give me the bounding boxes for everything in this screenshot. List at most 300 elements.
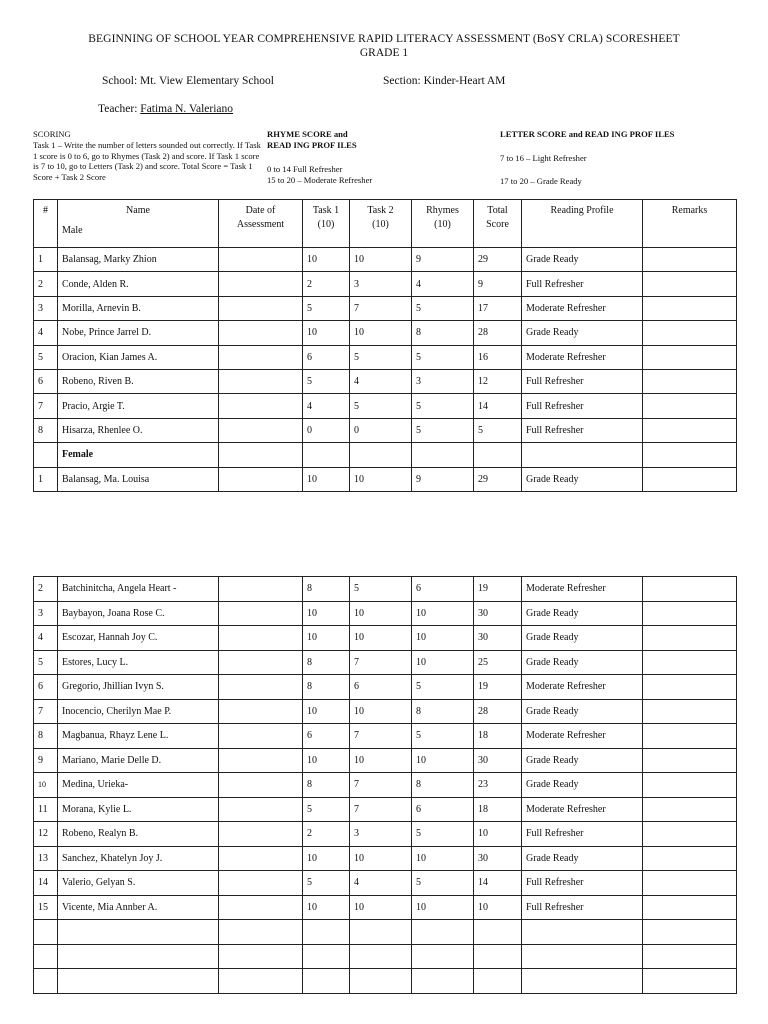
task1-score: 5 [303,871,350,896]
rhymes-score: 8 [412,699,474,724]
reading-profile [522,920,643,945]
task2-score: 10 [350,748,412,773]
task2-score: 4 [350,369,412,393]
table-row [34,650,737,675]
student-name: Morilla, Arnevin B. [58,296,219,320]
total-score: 23 [474,773,522,798]
col-header-text: Rhymes [426,205,459,216]
table-row [34,748,737,773]
date-cell [219,467,303,491]
row-number: 3 [34,296,58,320]
student-name: Escozar, Hannah Joy C. [58,626,219,651]
date-cell [219,944,303,969]
reading-profile [522,944,643,969]
letter-heading: LETTER SCORE and READ ING PROF ILES [500,129,675,139]
student-name [58,969,219,994]
rhymes-score: 10 [412,601,474,626]
reading-profile: Grade Ready [522,601,643,626]
female-section-row [34,443,737,467]
task1-score [303,944,350,969]
task2-score: 3 [350,272,412,296]
remarks-cell [643,699,737,724]
scoring-line: 1 score is 0 to 6, go to Rhymes (Task 2) and score. If Task 1 score [33,150,260,161]
remarks-cell [643,467,737,491]
task1-score: 8 [303,577,350,602]
student-name: Oracion, Kian James A. [58,345,219,369]
task1-score: 8 [303,650,350,675]
remarks-cell [643,577,737,602]
date-cell [219,394,303,418]
rhymes-score: 10 [412,650,474,675]
task2-score: 10 [350,895,412,920]
col-header-text: Score [486,218,509,230]
date-cell [219,577,303,602]
task1-score: 10 [303,321,350,345]
date-cell [219,675,303,700]
task1-score: 5 [303,369,350,393]
col-header-text: (10) [434,218,451,230]
table-cell [522,443,643,467]
date-cell [219,650,303,675]
total-score: 30 [474,846,522,871]
task1-score [303,920,350,945]
remarks-cell [643,272,737,296]
table-row [34,895,737,920]
table-row [34,345,737,369]
reading-profile: Grade Ready [522,321,643,345]
task2-score: 3 [350,822,412,847]
task1-score: 10 [303,748,350,773]
reading-profile: Full Refresher [522,272,643,296]
task1-score: 8 [303,773,350,798]
task1-score: 2 [303,272,350,296]
task1-score: 10 [303,601,350,626]
task2-score: 10 [350,321,412,345]
empty-rows [34,920,737,994]
table-header-row [34,200,737,248]
total-score: 5 [474,418,522,442]
student-name: Hisarza, Rhenlee O. [58,418,219,442]
name-header-text: Name [126,205,150,216]
date-cell [219,773,303,798]
reading-profile: Full Refresher [522,418,643,442]
scoring-instructions [33,129,273,183]
table-row [34,601,737,626]
table-row [34,577,737,602]
reading-profile: Grade Ready [522,626,643,651]
col-header-text: (10) [372,218,389,230]
student-name: Sanchez, Khatelyn Joy J. [58,846,219,871]
total-score: 14 [474,871,522,896]
remarks-cell [643,650,737,675]
student-name: Inocencio, Cherilyn Mae P. [58,699,219,724]
teacher-name: Fatima N. Valeriano [140,103,234,115]
rhymes-score [412,969,474,994]
task1-score: 5 [303,797,350,822]
student-name: Mariano, Marie Delle D. [58,748,219,773]
student-name: Batchinitcha, Angela Heart - [58,577,219,602]
task2-score: 10 [350,467,412,491]
reading-profile: Moderate Refresher [522,724,643,749]
table-row [34,296,737,320]
task1-score: 10 [303,699,350,724]
total-score: 19 [474,577,522,602]
remarks-cell [643,724,737,749]
total-score: 19 [474,675,522,700]
rhymes-score: 5 [412,394,474,418]
total-score: 17 [474,296,522,320]
table-row [34,773,737,798]
reading-profile: Grade Ready [522,699,643,724]
remarks-cell [643,601,737,626]
rhymes-score: 10 [412,846,474,871]
student-name: Baybayon, Joana Rose C. [58,601,219,626]
reading-profile: Moderate Refresher [522,675,643,700]
date-cell [219,920,303,945]
remarks-cell [643,321,737,345]
reading-profile: Moderate Refresher [522,577,643,602]
col-header-text: Task 2 [367,205,394,216]
task1-score: 10 [303,895,350,920]
reading-profile: Moderate Refresher [522,797,643,822]
reading-profile: Moderate Refresher [522,296,643,320]
row-number [34,920,58,945]
reading-profile: Grade Ready [522,467,643,491]
total-score [474,920,522,945]
rhymes-score: 6 [412,577,474,602]
remarks-cell [643,773,737,798]
reading-profile: Grade Ready [522,846,643,871]
table-row [34,846,737,871]
total-score: 30 [474,748,522,773]
reading-profile: Grade Ready [522,650,643,675]
date-cell [219,601,303,626]
table-cell [412,443,474,467]
row-number: 2 [34,272,58,296]
row-number: 11 [34,797,58,822]
col-header-num: # [34,200,58,248]
letter-profile-line: 7 to 16 – Light Refresher [500,153,587,163]
row-number: 13 [34,846,58,871]
row-number: 1 [34,248,58,272]
total-score: 30 [474,626,522,651]
row-number: 12 [34,822,58,847]
col-header-task2 [350,200,412,248]
remarks-cell [643,871,737,896]
scoring-line: is 7 to 10, go to Letters (Task 2) and score. Total Score = Task 1 [33,161,253,172]
row-number [34,944,58,969]
student-name: Robeno, Riven B. [58,369,219,393]
remarks-cell [643,345,737,369]
table-row [34,467,737,491]
task2-score [350,944,412,969]
rhyme-heading-line: READ ING PROF ILES [267,139,357,150]
rhymes-score [412,944,474,969]
rhymes-score: 3 [412,369,474,393]
reading-profile: Full Refresher [522,822,643,847]
reading-profile: Grade Ready [522,748,643,773]
reading-profile: Grade Ready [522,248,643,272]
student-name: Nobe, Prince Jarrel D. [58,321,219,345]
total-score: 18 [474,724,522,749]
date-cell [219,369,303,393]
student-name: Conde, Alden R. [58,272,219,296]
row-number: 6 [34,369,58,393]
row-number: 6 [34,675,58,700]
table-cell [643,443,737,467]
row-number: 8 [34,418,58,442]
rhymes-score: 5 [412,822,474,847]
rhymes-score [412,920,474,945]
task2-score: 10 [350,626,412,651]
female-rows-page2 [34,577,737,920]
rhymes-score: 4 [412,272,474,296]
table-row [34,699,737,724]
teacher-label: Teacher: [98,103,141,115]
task2-score: 5 [350,345,412,369]
task1-score: 10 [303,846,350,871]
table-row [34,969,737,994]
table-row [34,724,737,749]
date-cell [219,846,303,871]
remarks-cell [643,944,737,969]
task2-score: 5 [350,577,412,602]
date-cell [219,626,303,651]
section-label: Section: Kinder-Heart AM [383,75,506,87]
teacher-field [98,103,233,115]
reading-profile [522,969,643,994]
rhymes-score: 9 [412,467,474,491]
reading-profile: Full Refresher [522,369,643,393]
row-number: 8 [34,724,58,749]
date-cell [219,321,303,345]
remarks-cell [643,675,737,700]
total-score: 10 [474,822,522,847]
reading-profile: Full Refresher [522,394,643,418]
task2-score [350,969,412,994]
table-row [34,418,737,442]
rhyme-profile-line: 15 to 20 – Moderate Refresher [267,174,373,185]
table-row [34,626,737,651]
row-number: 10 [34,773,58,798]
col-header-name [58,200,219,248]
total-score: 9 [474,272,522,296]
rhymes-score: 10 [412,626,474,651]
table-cell [34,443,58,467]
total-score: 30 [474,601,522,626]
col-header-total [474,200,522,248]
date-cell [219,724,303,749]
task2-score: 10 [350,248,412,272]
col-header-text: (10) [317,218,335,230]
total-score: 12 [474,369,522,393]
task2-score: 5 [350,394,412,418]
task1-score: 5 [303,296,350,320]
total-score: 28 [474,699,522,724]
task1-score [303,969,350,994]
table-row [34,369,737,393]
school-label: School: Mt. View Elementary School [102,75,274,87]
col-header-text: Date of [245,205,276,216]
total-score: 10 [474,895,522,920]
task1-score: 6 [303,345,350,369]
total-score: 18 [474,797,522,822]
task2-score: 10 [350,846,412,871]
table-row [34,675,737,700]
row-number: 15 [34,895,58,920]
task1-score: 6 [303,724,350,749]
rhymes-score: 8 [412,321,474,345]
rhyme-profiles [267,164,372,186]
remarks-cell [643,846,737,871]
rhymes-score: 8 [412,773,474,798]
rhymes-score: 5 [412,345,474,369]
task2-score: 10 [350,699,412,724]
female-rows-page1 [34,467,737,491]
scoresheet-table-page2 [33,576,737,994]
remarks-cell [643,248,737,272]
remarks-cell [643,822,737,847]
rhymes-score: 10 [412,748,474,773]
rhymes-score: 9 [412,248,474,272]
date-cell [219,699,303,724]
date-cell [219,969,303,994]
student-name: Balansag, Marky Zhion [58,248,219,272]
rhyme-heading [267,129,357,151]
table-row [34,920,737,945]
remarks-cell [643,920,737,945]
total-score: 29 [474,248,522,272]
row-number: 4 [34,626,58,651]
student-name: Estores, Lucy L. [58,650,219,675]
task2-score: 7 [350,797,412,822]
remarks-cell [643,797,737,822]
table-row [34,822,737,847]
rhyme-profile-line: 0 to 14 Full Refresher [267,164,343,174]
col-header-date [219,200,303,248]
task2-score: 7 [350,724,412,749]
scoring-heading: SCORING [33,129,71,139]
task1-score: 2 [303,822,350,847]
rhymes-score: 5 [412,418,474,442]
table-cell [350,443,412,467]
date-cell [219,822,303,847]
row-number: 1 [34,467,58,491]
student-name: Medina, Urieka- [58,773,219,798]
task2-score: 0 [350,418,412,442]
reading-profile: Full Refresher [522,895,643,920]
date-cell [219,418,303,442]
task1-score: 10 [303,248,350,272]
row-number: 7 [34,394,58,418]
row-number: 9 [34,748,58,773]
student-name: Vicente, Mia Annber A. [58,895,219,920]
row-number: 5 [34,650,58,675]
table-cell [219,443,303,467]
rhymes-score: 5 [412,675,474,700]
row-number: 14 [34,871,58,896]
student-name: Robeno, Realyn B. [58,822,219,847]
remarks-cell [643,626,737,651]
remarks-cell [643,369,737,393]
task2-score [350,920,412,945]
reading-profile: Moderate Refresher [522,345,643,369]
table-cell [474,443,522,467]
student-name [58,944,219,969]
task1-score: 10 [303,626,350,651]
male-label: Male [62,224,83,236]
table-cell [303,443,350,467]
date-cell [219,272,303,296]
male-rows [34,248,737,443]
table-row [34,944,737,969]
col-header-remarks: Remarks [643,200,737,248]
row-number [34,969,58,994]
rhymes-score: 5 [412,871,474,896]
col-header-profile: Reading Profile [522,200,643,248]
col-header-text: Task 1 [312,205,340,216]
total-score: 29 [474,467,522,491]
scoring-line: Task 1 – Write the number of letters sounded out correctly. If Task [33,139,261,150]
col-header-task1 [303,200,350,248]
student-name: Morana, Kylie L. [58,797,219,822]
date-cell [219,895,303,920]
task2-score: 10 [350,601,412,626]
rhymes-score: 5 [412,296,474,320]
date-cell [219,748,303,773]
remarks-cell [643,895,737,920]
total-score [474,969,522,994]
total-score [474,944,522,969]
student-name [58,920,219,945]
col-header-rhymes [412,200,474,248]
remarks-cell [643,394,737,418]
female-label: Female [58,443,219,467]
student-name: Pracio, Argie T. [58,394,219,418]
task2-score: 4 [350,871,412,896]
remarks-cell [643,969,737,994]
total-score: 16 [474,345,522,369]
date-cell [219,345,303,369]
col-header-text: Total [487,205,508,216]
reading-profile: Full Refresher [522,871,643,896]
letter-profile-line: 17 to 20 – Grade Ready [500,176,582,186]
row-number: 2 [34,577,58,602]
student-name: Gregorio, Jhillian Ivyn S. [58,675,219,700]
row-number: 3 [34,601,58,626]
rhymes-score: 6 [412,797,474,822]
date-cell [219,871,303,896]
remarks-cell [643,418,737,442]
table-row [34,321,737,345]
remarks-cell [643,748,737,773]
rhymes-score: 5 [412,724,474,749]
table-row [34,248,737,272]
total-score: 14 [474,394,522,418]
table-row [34,871,737,896]
student-name: Magbanua, Rhayz Lene L. [58,724,219,749]
student-name: Valerio, Gelyan S. [58,871,219,896]
student-name: Balansag, Ma. Louisa [58,467,219,491]
rhyme-heading-line: RHYME SCORE and [267,129,348,139]
total-score: 25 [474,650,522,675]
task2-score: 7 [350,773,412,798]
row-number: 5 [34,345,58,369]
date-cell [219,248,303,272]
scoring-line: Score + Task 2 Score [33,172,106,183]
task2-score: 6 [350,675,412,700]
grade-label: GRADE 1 [359,47,409,59]
